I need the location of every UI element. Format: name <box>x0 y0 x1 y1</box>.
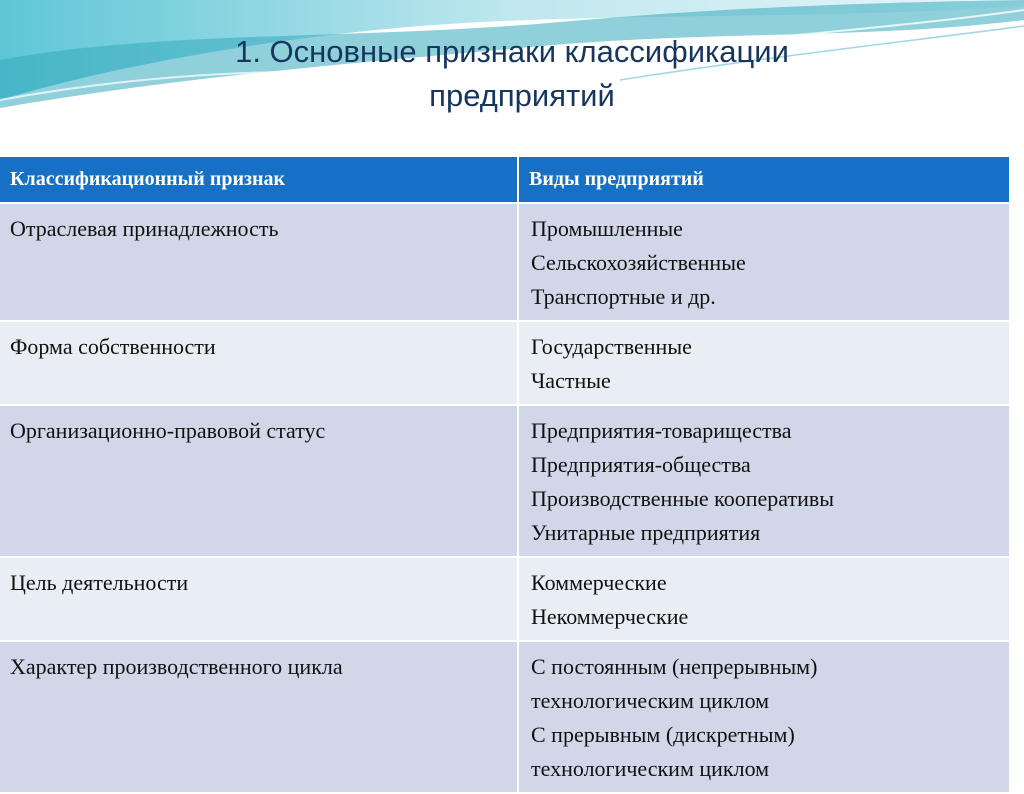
title-line-2: предприятий <box>429 78 615 113</box>
title-line-1: 1. Основные признаки классификации <box>235 34 789 69</box>
kind-item: Коммерческие <box>531 570 667 595</box>
kind-item: С постоянным (непрерывным) <box>531 654 818 679</box>
kind-item: Некоммерческие <box>531 604 689 629</box>
kinds-cell <box>518 641 1009 793</box>
kind-item: Предприятия-товарищества <box>531 418 792 443</box>
feature-cell: Характер производственного цикла <box>0 641 518 793</box>
classification-table <box>0 157 1009 794</box>
header-kinds: Виды предприятий <box>518 157 1009 203</box>
slide-title <box>0 30 1024 118</box>
kind-item: Сельскохозяйственные <box>531 250 746 275</box>
table-row <box>0 321 1009 405</box>
feature-cell: Цель деятельности <box>0 557 518 641</box>
kind-item: Частные <box>531 368 611 393</box>
kind-item: Промышленные <box>531 216 683 241</box>
kind-item: С прерывным (дискретным) <box>531 722 795 747</box>
kind-item: Государственные <box>531 334 692 359</box>
kinds-cell <box>518 405 1009 557</box>
kind-item: Унитарные предприятия <box>531 520 761 545</box>
kinds-cell <box>518 203 1009 321</box>
table-row <box>0 405 1009 557</box>
kinds-cell <box>518 557 1009 641</box>
feature-cell: Организационно-правовой статус <box>0 405 518 557</box>
header-feature: Классификационный признак <box>0 157 518 203</box>
feature-cell: Форма собственности <box>0 321 518 405</box>
kinds-cell <box>518 321 1009 405</box>
kind-item: Производственные кооперативы <box>531 486 835 511</box>
table-row <box>0 641 1009 793</box>
kind-item: технологическим циклом <box>531 688 770 713</box>
kind-item: технологическим циклом <box>531 756 770 781</box>
table-row <box>0 557 1009 641</box>
kind-item: Предприятия-общества <box>531 452 751 477</box>
feature-cell: Отраслевая принадлежность <box>0 203 518 321</box>
table-header-row <box>0 157 1009 203</box>
table-row <box>0 203 1009 321</box>
kind-item: Транспортные и др. <box>531 284 716 309</box>
